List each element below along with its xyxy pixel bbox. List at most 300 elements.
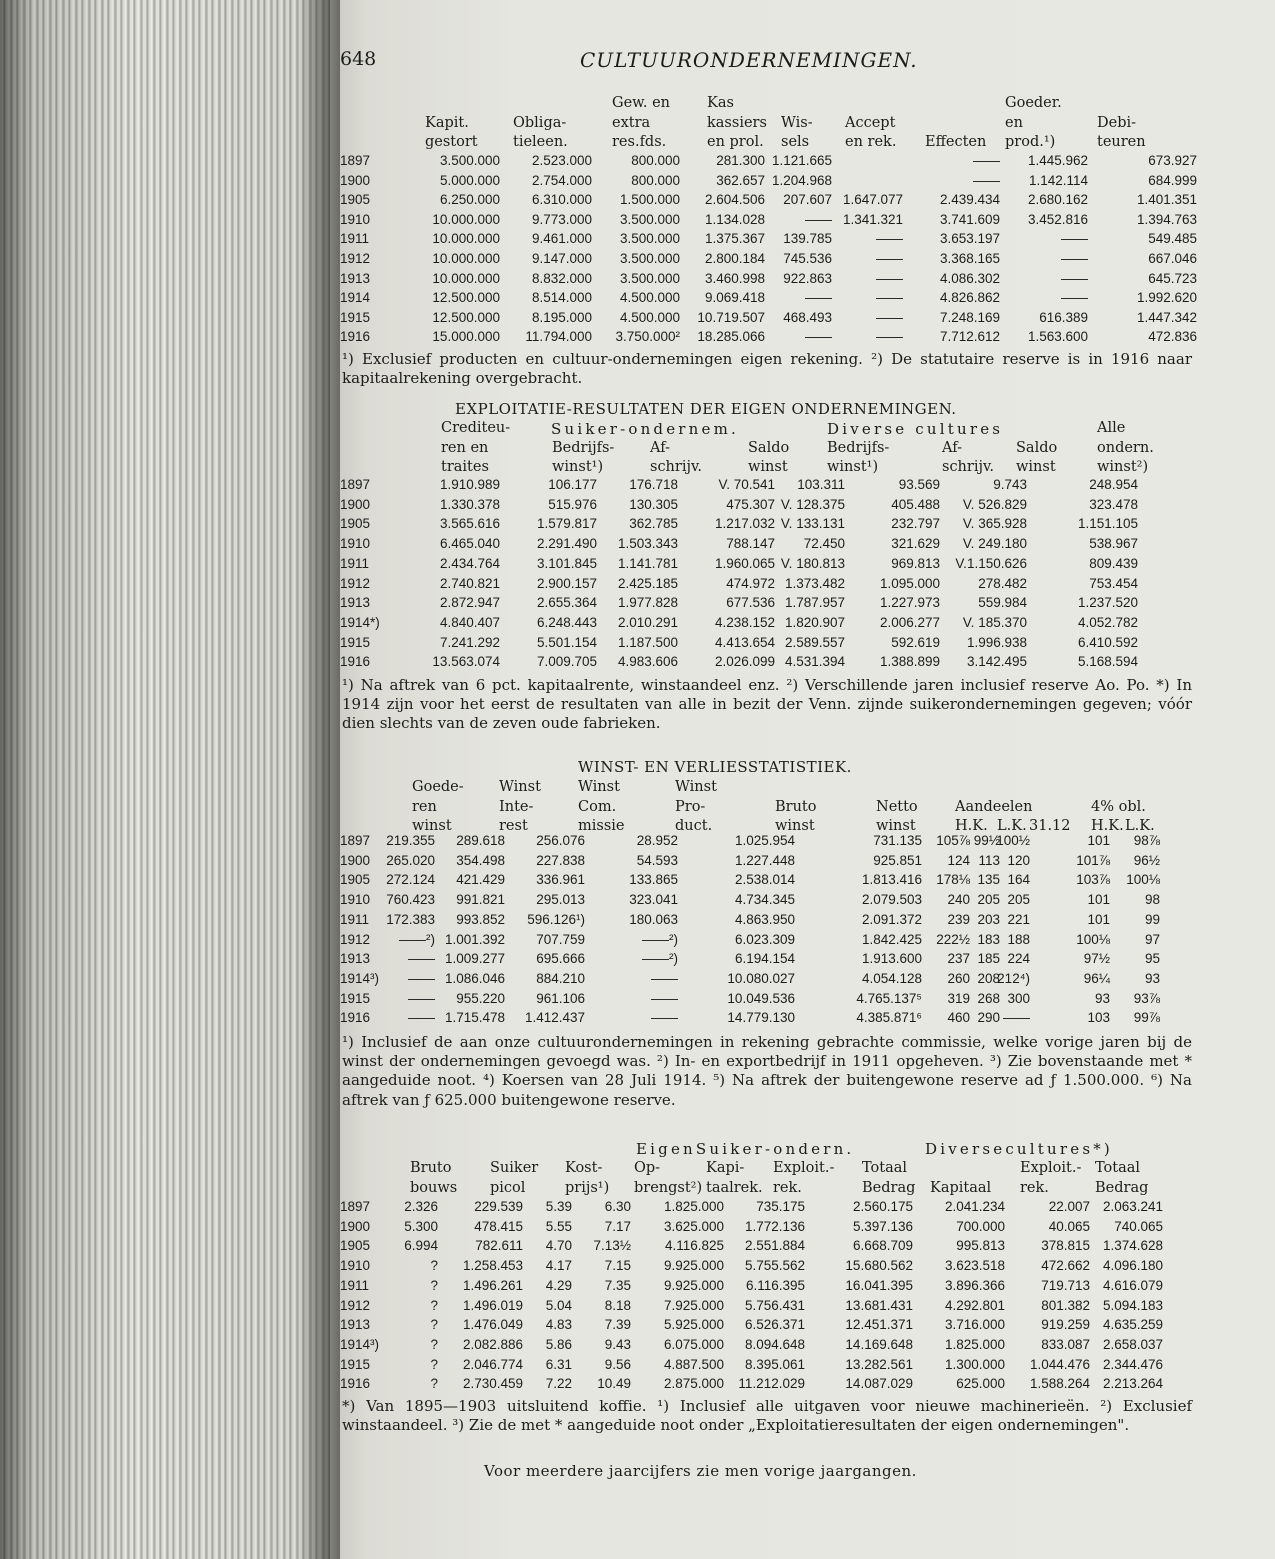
value-cell: 809.439 [1089, 555, 1138, 571]
t2-header-cell: Bedrijfs- [552, 439, 615, 456]
year-cell: 1905 [340, 872, 371, 888]
value-cell: 295.013 [536, 892, 585, 908]
value-cell: 8.094.648 [744, 1336, 805, 1352]
table-row [340, 892, 1200, 911]
value-cell: 7.35 [604, 1277, 631, 1293]
value-cell: 205 [977, 892, 1000, 908]
t3-header-cell: Com. [578, 798, 617, 815]
value-cell: 98⅞ [1133, 833, 1160, 848]
value-cell: 1.009.277 [444, 951, 505, 967]
value-cell: 101 [1087, 892, 1110, 908]
value-cell: 2.523.000 [531, 153, 592, 168]
value-cell: 1.772.136 [744, 1218, 805, 1234]
value-cell: 7.15 [604, 1258, 631, 1274]
t2-header-cell: Af- [650, 439, 670, 456]
value-cell: 3.142.495 [966, 654, 1027, 670]
value-cell: 1.503.343 [617, 536, 678, 552]
t1-header-cell: Kapit. [425, 114, 469, 131]
value-cell: 227.838 [536, 852, 585, 868]
value-cell: 172.383 [386, 911, 435, 927]
value-cell: 203 [977, 911, 1000, 927]
table3-footnote: ¹) Inclusief de aan onze cultuurondernemingen in rekening gebrachte commissie, welke vorige jaren bij de winst der ondernemingen gevoegd was. ²) In- en exportbedrijf in 1911 opgeheven. ³) Zie bovenstaande met * aangeduide noot. ⁴) Koersen van 28 Juli 1914. ⁵) Na aftrek der buitengewone reserve ad ƒ 1.500.000. ⁶) Na aftrek van ƒ 625.000 buitengewone reserve. [342, 1033, 1192, 1109]
table-row [340, 212, 1200, 231]
value-cell: 1.977.828 [617, 595, 678, 611]
year-cell: 1915 [340, 1356, 371, 1372]
year-cell: 1897 [340, 833, 371, 848]
table-row [340, 556, 1200, 575]
value-cell: 700.000 [956, 1218, 1005, 1234]
value-cell: ? [430, 1336, 438, 1352]
table-row [340, 516, 1200, 535]
value-cell: 6.994 [404, 1238, 438, 1254]
year-cell: 1905 [340, 1238, 371, 1254]
value-cell: ? [430, 1376, 438, 1392]
value-cell: 5.756.431 [744, 1297, 805, 1313]
table-row [340, 271, 1200, 290]
value-cell: 955.220 [456, 990, 505, 1006]
value-cell: 1.913.600 [861, 951, 922, 967]
value-cell: 180.063 [629, 911, 678, 927]
value-cell: 362.785 [629, 516, 678, 532]
year-cell: 1910 [340, 1258, 371, 1274]
value-cell: —— [876, 231, 903, 247]
table-row [340, 1357, 1200, 1376]
year-cell: 1900 [340, 852, 371, 868]
value-cell: V.1.150.626 [955, 555, 1027, 571]
year-cell: 1912 [340, 931, 371, 947]
year-cell: 1913 [340, 595, 371, 611]
t2-header-cell: ondern. [1097, 439, 1154, 456]
t1-header-cell: Debi- [1097, 114, 1137, 131]
value-cell: ? [430, 1258, 438, 1274]
value-cell: 5.168.594 [1077, 654, 1138, 670]
value-cell: 801.382 [1041, 1297, 1090, 1313]
value-cell: ? [430, 1297, 438, 1313]
value-cell: 800.000 [631, 172, 680, 188]
value-cell: 133.865 [629, 872, 678, 888]
value-cell: 1.496.019 [462, 1297, 523, 1313]
page-title: CULTUURONDERNEMINGEN. [580, 48, 918, 72]
year-cell: 1916 [340, 1010, 371, 1026]
value-cell: 2.006.277 [879, 614, 940, 630]
value-cell: 3.500.000 [619, 270, 680, 286]
value-cell: 1.447.342 [1136, 309, 1197, 325]
t4-header-cell: taalrek. [706, 1179, 763, 1196]
value-cell: 1.579.817 [536, 516, 597, 532]
value-cell: 782.611 [475, 1238, 523, 1254]
value-cell: 95 [1144, 951, 1160, 967]
value-cell: 3.500.000 [439, 153, 500, 168]
value-cell: —— [876, 329, 903, 345]
value-cell: 5.000.000 [439, 172, 500, 188]
t3-header-cell: Bruto [775, 798, 817, 815]
table-row [340, 290, 1200, 309]
value-cell: V. 365.928 [962, 516, 1027, 532]
value-cell: 549.485 [1148, 231, 1197, 247]
value-cell: 240 [947, 892, 970, 908]
value-cell: 4.500.000 [619, 309, 680, 325]
value-cell: 4.840.407 [439, 614, 500, 630]
value-cell: 14.169.648 [845, 1336, 913, 1352]
year-cell: 1911 [340, 231, 370, 247]
value-cell: 925.851 [873, 852, 922, 868]
t1-header-cell: Goeder. [1005, 95, 1062, 111]
value-cell: 5.501.154 [536, 634, 597, 650]
value-cell: 2.010.291 [617, 614, 678, 630]
value-cell: 1.992.620 [1136, 290, 1197, 306]
year-cell: 1915 [340, 634, 371, 650]
value-cell: 100⅛ [1076, 931, 1110, 947]
table-row [340, 853, 1200, 872]
value-cell: 2.425.185 [617, 575, 678, 591]
value-cell: 2.560.175 [852, 1199, 913, 1214]
value-cell: 98 [1144, 892, 1160, 908]
year-cell: 1897 [340, 477, 371, 492]
value-cell: 99½ [973, 833, 1000, 848]
value-cell: 3.625.000 [663, 1218, 724, 1234]
t4-header-cell: Kost- [565, 1160, 603, 1176]
value-cell: 3.368.165 [939, 251, 1000, 266]
value-cell: 124 [947, 852, 970, 868]
value-cell: 10.080.027 [727, 970, 795, 986]
value-cell: 239 [947, 911, 970, 927]
t2-header-cell: Crediteu- [441, 420, 511, 436]
value-cell: 7.13½ [593, 1238, 631, 1254]
t3-header-cell: rest [499, 818, 528, 834]
t1-header-cell: Effecten [925, 134, 987, 150]
value-cell: 1.996.938 [966, 634, 1027, 650]
value-cell: 5.397.136 [852, 1218, 913, 1234]
value-cell: 760.423 [386, 892, 435, 908]
value-cell: 4.238.152 [714, 614, 775, 630]
value-cell: 6.668.709 [852, 1238, 913, 1254]
t3-header-cell: Pro- [675, 798, 706, 815]
value-cell: ? [430, 1277, 438, 1293]
value-cell: 1.086.046 [444, 970, 505, 986]
value-cell: 1.095.000 [879, 575, 940, 591]
value-cell: 9.743 [993, 477, 1027, 492]
value-cell: 336.961 [536, 872, 585, 888]
value-cell: —— [408, 990, 435, 1006]
value-cell: ——²) [399, 931, 435, 947]
value-cell: 684.999 [1148, 172, 1197, 188]
value-cell: 1.001.392 [444, 931, 505, 947]
t3-header-cell: Goede- [412, 779, 464, 795]
value-cell: 719.713 [1041, 1277, 1090, 1293]
value-cell: 4.096.180 [1102, 1258, 1163, 1274]
value-cell: 1.825.000 [944, 1336, 1005, 1352]
table2-title: EXPLOITATIE-RESULTATEN DER EIGEN ONDERNEMINGEN. [455, 400, 957, 418]
t2-header-cell: winst¹) [827, 459, 879, 475]
t3-header-cell: H.K. [1091, 818, 1124, 834]
value-cell: 3.750.000² [615, 329, 680, 345]
value-cell: 7.39 [604, 1317, 631, 1333]
value-cell: 321.629 [891, 536, 940, 552]
table3-title: WINST- EN VERLIESSTATISTIEK. [578, 758, 852, 776]
value-cell: 3.896.366 [944, 1277, 1005, 1293]
table2-footnote: ¹) Na aftrek van 6 pct. kapitaalrente, winstaandeel enz. ²) Verschillende jaren inclusief reserve Ao. Po. *) In 1914 zijn voor het eerst de resultaten van alle in bezit der Venn. zijnde suikerondernemingen gegeven; vóór dien slechts van de zeven oude fabrieken. [342, 676, 1192, 733]
t4-header-cell: Bedrag [862, 1179, 916, 1196]
value-cell: 1.134.028 [704, 211, 765, 227]
value-cell: 2.079.503 [861, 892, 922, 908]
value-cell: 10.000.000 [432, 231, 500, 247]
page-number: 648 [340, 48, 377, 70]
t1-header-cell: gestort [425, 134, 478, 150]
value-cell: 1.476.049 [462, 1317, 523, 1333]
value-cell: 472.662 [1041, 1258, 1090, 1274]
year-cell: 1915 [340, 990, 371, 1006]
value-cell: 1.825.000 [663, 1199, 724, 1214]
value-cell: 4.83 [545, 1317, 572, 1333]
value-cell: 139.785 [783, 231, 832, 247]
value-cell: 272.124 [386, 872, 435, 888]
t3-header-cell: Inte- [499, 798, 534, 815]
t4-header-cell: Totaal [1095, 1160, 1141, 1176]
value-cell: 4.292.801 [944, 1297, 1005, 1313]
value-cell: 101 [1087, 911, 1110, 927]
value-cell: 2.658.037 [1102, 1336, 1163, 1352]
value-cell: 8.18 [604, 1297, 631, 1313]
value-cell: V. 249.180 [962, 536, 1027, 552]
t2-header-cell: winst¹) [552, 459, 604, 475]
value-cell: 1.227.973 [879, 595, 940, 611]
value-cell: 28.952 [636, 833, 678, 848]
value-cell: 2.326 [404, 1199, 438, 1214]
value-cell: 1.820.907 [784, 614, 845, 630]
value-cell: 4.17 [545, 1258, 572, 1274]
value-cell: —— [973, 172, 1000, 188]
value-cell: 6.194.154 [734, 951, 795, 967]
value-cell: 9.773.000 [531, 211, 592, 227]
value-cell: 5.04 [545, 1297, 572, 1313]
year-cell: 1905 [340, 192, 371, 208]
value-cell: 1.204.968 [771, 172, 832, 188]
t2-header-cell: winst [1016, 459, 1056, 475]
value-cell: 753.454 [1089, 575, 1138, 591]
value-cell: 6.075.000 [663, 1336, 724, 1352]
year-cell: 1900 [340, 1218, 371, 1234]
value-cell: 596.126¹) [527, 911, 585, 927]
table-row [340, 932, 1200, 951]
t4-header-cell: Bedrag [1095, 1179, 1149, 1196]
value-cell: 13.563.074 [432, 654, 500, 670]
table-row [340, 595, 1200, 614]
value-cell: ? [430, 1317, 438, 1333]
value-cell: 103⅞ [1076, 872, 1110, 888]
value-cell: —— [408, 951, 435, 967]
t4-header-cell: picol [490, 1179, 526, 1196]
t1-header-cell: tieleen. [513, 134, 568, 150]
value-cell: 1.388.899 [879, 654, 940, 670]
table-row [340, 1258, 1200, 1277]
value-cell: 1.842.425 [861, 931, 922, 947]
value-cell: 6.30 [604, 1199, 631, 1214]
t2-header-cell: winst²) [1097, 459, 1149, 475]
year-cell: 1914*) [340, 614, 380, 630]
value-cell: 237 [947, 951, 970, 967]
table-row [340, 477, 1200, 496]
value-cell: 474.972 [726, 575, 775, 591]
spine-shadow [300, 0, 340, 1559]
table-row [340, 991, 1200, 1010]
value-cell: 100⅛ [1126, 872, 1160, 888]
value-cell: 256.076 [536, 833, 585, 848]
t1-header-cell: sels [781, 134, 810, 150]
year-cell: 1914³) [340, 970, 380, 986]
t1-header-cell: Wis- [781, 114, 813, 131]
value-cell: 2.439.434 [939, 192, 1000, 208]
value-cell: 72.450 [803, 536, 845, 552]
table-row [340, 971, 1200, 990]
value-cell: 219.355 [386, 833, 435, 848]
t3-header-cell: Aandeelen [955, 798, 1033, 815]
value-cell: 2.551.884 [744, 1238, 805, 1254]
value-cell: 3.460.998 [704, 270, 765, 286]
table-row [340, 1238, 1200, 1257]
table-row [340, 1317, 1200, 1336]
t4-header-cell: Bruto [410, 1160, 452, 1176]
value-cell: —— [651, 990, 678, 1006]
value-cell: 475.307 [726, 496, 775, 512]
value-cell: 93⅞ [1133, 990, 1160, 1006]
value-cell: 6.116.395 [745, 1277, 805, 1293]
value-cell: 96¼ [1083, 970, 1110, 986]
t4-header-cell: Kapi- [706, 1160, 745, 1176]
table2-group-sugar: Suiker-ondernem. [551, 420, 740, 438]
value-cell: V. 128.375 [780, 496, 845, 512]
value-cell: V. 70.541 [718, 477, 775, 492]
value-cell: 2.754.000 [531, 172, 592, 188]
t3-header-cell: H.K. [955, 818, 988, 834]
t2-header-cell: Alle [1097, 420, 1126, 436]
table-row [340, 310, 1200, 329]
value-cell: 616.389 [1039, 309, 1088, 325]
value-cell: 7.241.292 [439, 634, 500, 650]
value-cell: 5.094.183 [1102, 1297, 1163, 1313]
value-cell: 10.049.536 [727, 990, 795, 1006]
value-cell: —— [1061, 251, 1088, 266]
value-cell: 93.569 [898, 477, 940, 492]
value-cell: 922.863 [783, 270, 832, 286]
value-cell: 745.536 [783, 251, 832, 266]
table-row [340, 615, 1200, 634]
value-cell: 54.593 [636, 852, 678, 868]
year-cell: 1910 [340, 536, 371, 552]
t3-header-cell: winst [412, 818, 452, 834]
t4-header-cell: Suiker [490, 1160, 539, 1176]
value-cell: —— [408, 970, 435, 986]
value-cell: 3.500.000 [619, 251, 680, 266]
value-cell: 740.065 [1114, 1218, 1163, 1234]
value-cell: 7.248.169 [939, 309, 1000, 325]
value-cell: 4.385.871⁶ [856, 1010, 922, 1026]
page-footer-note: Voor meerdere jaarcijfers zie men vorige jaargangen. [484, 1462, 917, 1480]
value-cell: 8.514.000 [531, 290, 592, 306]
value-cell: 1.715.478 [444, 1010, 505, 1026]
value-cell: 1.044.476 [1029, 1356, 1090, 1372]
year-cell: 1912 [340, 575, 371, 591]
value-cell: 1.394.763 [1136, 211, 1197, 227]
table-row [340, 912, 1200, 931]
value-cell: 2.589.557 [784, 634, 845, 650]
table-row [340, 251, 1200, 270]
value-cell: 93 [1144, 970, 1160, 986]
value-cell: 6.250.000 [439, 192, 500, 208]
year-cell: 1914 [340, 290, 371, 306]
year-cell: 1911 [340, 555, 370, 571]
value-cell: 1.141.781 [617, 555, 678, 571]
value-cell: 319 [947, 990, 970, 1006]
value-cell: 9.925.000 [663, 1277, 724, 1293]
page-header [340, 48, 1200, 76]
value-cell: 14.087.029 [845, 1376, 913, 1392]
t1-header-cell: en prol. [707, 134, 764, 150]
value-cell: 4.826.862 [939, 290, 1000, 306]
value-cell: 378.815 [1041, 1238, 1090, 1254]
value-cell: 106.177 [548, 477, 597, 492]
value-cell: 11.212.029 [738, 1376, 805, 1392]
value-cell: 800.000 [631, 153, 680, 168]
value-cell: V. 185.370 [962, 614, 1027, 630]
value-cell: 260 [947, 970, 970, 986]
value-cell: 6.248.443 [536, 614, 597, 630]
t2-header-cell: Af- [942, 439, 962, 456]
value-cell: 289.618 [456, 833, 505, 848]
value-cell: 673.927 [1148, 153, 1197, 168]
value-cell: 8.395.061 [744, 1356, 805, 1372]
t2-header-cell: winst [748, 459, 788, 475]
value-cell: —— [1061, 290, 1088, 306]
value-cell: 97 [1144, 931, 1160, 947]
value-cell: 460 [947, 1010, 970, 1026]
year-cell: 1910 [340, 211, 371, 227]
value-cell: 6.023.309 [734, 931, 795, 947]
value-cell: 884.210 [536, 970, 585, 986]
value-cell: 1.258.453 [462, 1258, 523, 1274]
value-cell: 178⅛ [936, 872, 970, 888]
t3-header-cell: Winst [499, 779, 541, 795]
value-cell: 7.009.705 [536, 654, 597, 670]
value-cell: 1.187.500 [617, 634, 678, 650]
value-cell: ——²) [642, 951, 678, 967]
value-cell: 300 [1007, 990, 1030, 1006]
value-cell: 93 [1094, 990, 1110, 1006]
value-cell: —— [805, 211, 832, 227]
value-cell: 100½ [996, 833, 1030, 848]
value-cell: 354.498 [456, 852, 505, 868]
table-row [340, 1376, 1200, 1395]
value-cell: 4.086.302 [939, 270, 1000, 286]
value-cell: 667.046 [1148, 251, 1197, 266]
t4-header-cell: Totaal [862, 1160, 908, 1176]
value-cell: 2.063.241 [1102, 1199, 1163, 1214]
value-cell: 14.779.130 [727, 1010, 795, 1026]
t1-header-cell: Gew. en [612, 95, 670, 111]
value-cell: 15.680.562 [845, 1258, 913, 1274]
t3-header-cell: 4% obl. [1091, 798, 1146, 815]
value-cell: 677.536 [726, 595, 775, 611]
value-cell: 6.310.000 [531, 192, 592, 208]
value-cell: 735.175 [756, 1199, 805, 1214]
value-cell: —— [876, 290, 903, 306]
value-cell: 99⅞ [1133, 1010, 1160, 1026]
value-cell: 6.31 [545, 1356, 572, 1372]
t2-header-cell: ren en [441, 439, 489, 456]
value-cell: 1.412.437 [524, 1010, 585, 1026]
value-cell: 1.374.628 [1102, 1238, 1163, 1254]
value-cell: 99 [1144, 911, 1160, 927]
value-cell: 11.794.000 [525, 329, 592, 345]
